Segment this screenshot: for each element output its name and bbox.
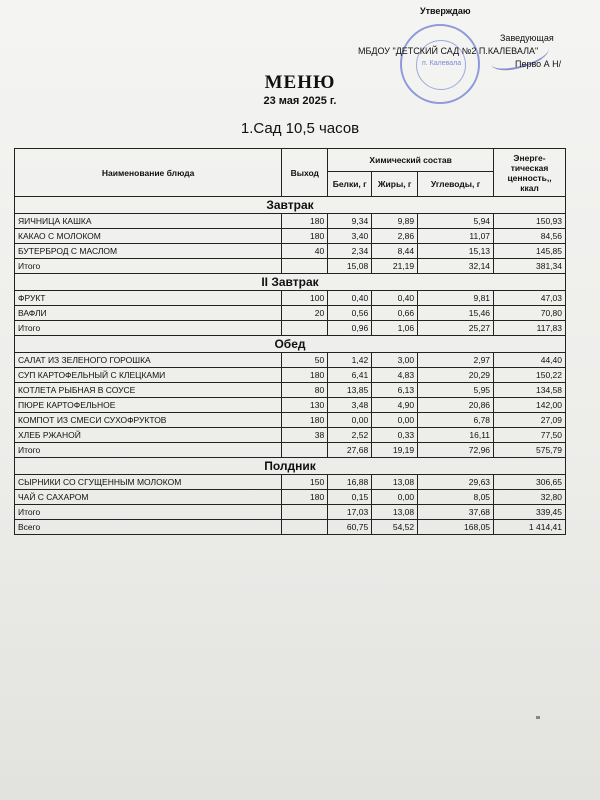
- paper-speck: [536, 716, 540, 719]
- total-fat: 1,06: [372, 321, 418, 336]
- total-label: Итого: [15, 443, 282, 458]
- dish-fat: 9,89: [372, 214, 418, 229]
- total-label: Итого: [15, 505, 282, 520]
- grand-total-output: [282, 520, 328, 535]
- total-protein: 15,08: [328, 259, 372, 274]
- total-carb: 72,96: [418, 443, 494, 458]
- table-row: [15, 214, 566, 229]
- dish-carb: 16,11: [418, 428, 494, 443]
- dish-carb: 20,29: [418, 368, 494, 383]
- total-protein: 27,68: [328, 443, 372, 458]
- dish-carb: 6,78: [418, 413, 494, 428]
- total-label: Итого: [15, 321, 282, 336]
- dish-protein: 0,00: [328, 413, 372, 428]
- total-row: [15, 505, 566, 520]
- total-carb: 37,68: [418, 505, 494, 520]
- dish-fat: 0,66: [372, 306, 418, 321]
- dish-name: СЫРНИКИ СО СГУЩЕННЫМ МОЛОКОМ: [15, 475, 282, 490]
- table-row: [15, 353, 566, 368]
- dish-name: БУТЕРБРОД С МАСЛОМ: [15, 244, 282, 259]
- dish-output: 20: [282, 306, 328, 321]
- table-row: [15, 291, 566, 306]
- total-output: [282, 505, 328, 520]
- total-energy: 381,34: [494, 259, 566, 274]
- dish-protein: 2,52: [328, 428, 372, 443]
- dish-fat: 13,08: [372, 475, 418, 490]
- dish-carb: 5,95: [418, 383, 494, 398]
- table-row: [15, 244, 566, 259]
- dish-energy: 32,80: [494, 490, 566, 505]
- dish-energy: 70,80: [494, 306, 566, 321]
- dish-carb: 15,46: [418, 306, 494, 321]
- dish-output: 100: [282, 291, 328, 306]
- seal-text: п. Калевала: [422, 60, 462, 67]
- total-fat: 13,08: [372, 505, 418, 520]
- dish-protein: 13,85: [328, 383, 372, 398]
- dish-protein: 9,34: [328, 214, 372, 229]
- dish-carb: 11,07: [418, 229, 494, 244]
- dish-output: 180: [282, 229, 328, 244]
- dish-carb: 29,63: [418, 475, 494, 490]
- dish-fat: 2,86: [372, 229, 418, 244]
- total-output: [282, 259, 328, 274]
- section-title: Завтрак: [15, 197, 566, 214]
- total-fat: 21,19: [372, 259, 418, 274]
- col-name-header: Наименование блюда: [15, 149, 282, 197]
- dish-carb: 15,13: [418, 244, 494, 259]
- dish-energy: 150,22: [494, 368, 566, 383]
- total-output: [282, 321, 328, 336]
- table-row: [15, 428, 566, 443]
- col-protein-header: Белки, г: [328, 172, 372, 197]
- dish-output: 40: [282, 244, 328, 259]
- total-energy: 117,83: [494, 321, 566, 336]
- dish-fat: 8,44: [372, 244, 418, 259]
- dish-energy: 145,85: [494, 244, 566, 259]
- col-chem-header: Химический состав: [328, 149, 494, 172]
- head-name: Перво А Н/: [515, 59, 562, 69]
- section-row: [15, 274, 566, 291]
- dish-energy: 84,56: [494, 229, 566, 244]
- section-row: [15, 197, 566, 214]
- dish-carb: 5,94: [418, 214, 494, 229]
- dish-fat: 6,13: [372, 383, 418, 398]
- dish-name: ФРУКТ: [15, 291, 282, 306]
- dish-energy: 47,03: [494, 291, 566, 306]
- table-row: [15, 368, 566, 383]
- dish-energy: 44,40: [494, 353, 566, 368]
- section-title: Полдник: [15, 458, 566, 475]
- table-row: [15, 383, 566, 398]
- dish-protein: 16,88: [328, 475, 372, 490]
- dish-carb: 20,86: [418, 398, 494, 413]
- dish-fat: 0,00: [372, 413, 418, 428]
- dish-output: 150: [282, 475, 328, 490]
- total-row: [15, 321, 566, 336]
- total-label: Итого: [15, 259, 282, 274]
- dish-name: СУП КАРТОФЕЛЬНЫЙ С КЛЕЦКАМИ: [15, 368, 282, 383]
- total-output: [282, 443, 328, 458]
- dish-carb: 9,81: [418, 291, 494, 306]
- grand-total-carb: 168,05: [418, 520, 494, 535]
- dish-output: 180: [282, 413, 328, 428]
- table-row: [15, 413, 566, 428]
- total-row: [15, 259, 566, 274]
- dish-protein: 1,42: [328, 353, 372, 368]
- dish-name: ПЮРЕ КАРТОФЕЛЬНОЕ: [15, 398, 282, 413]
- dish-name: КАКАО С МОЛОКОМ: [15, 229, 282, 244]
- section-row: [15, 336, 566, 353]
- dish-protein: 6,41: [328, 368, 372, 383]
- dish-name: ХЛЕБ РЖАНОЙ: [15, 428, 282, 443]
- dish-name: ЧАЙ С САХАРОМ: [15, 490, 282, 505]
- dish-protein: 3,48: [328, 398, 372, 413]
- dish-energy: 142,00: [494, 398, 566, 413]
- menu-subtitle: 1.Сад 10,5 часов: [240, 120, 360, 137]
- dish-fat: 4,83: [372, 368, 418, 383]
- head-title: Заведующая: [500, 33, 554, 43]
- table-row: [15, 306, 566, 321]
- menu-title: МЕНЮ: [264, 72, 336, 93]
- dish-name: КОТЛЕТА РЫБНАЯ В СОУСЕ: [15, 383, 282, 398]
- org-name: МБДОУ "ДЕТСКИЙ САД №2 П.КАЛЕВАЛА": [358, 46, 539, 56]
- dish-protein: 0,40: [328, 291, 372, 306]
- total-fat: 19,19: [372, 443, 418, 458]
- dish-output: 130: [282, 398, 328, 413]
- dish-energy: 27,09: [494, 413, 566, 428]
- section-title: II Завтрак: [15, 274, 566, 291]
- total-carb: 32,14: [418, 259, 494, 274]
- dish-output: 50: [282, 353, 328, 368]
- dish-output: 180: [282, 368, 328, 383]
- col-energy-header: Энерге-тическая ценность,, ккал: [494, 149, 566, 197]
- grand-total-energy: 1 414,41: [494, 520, 566, 535]
- dish-energy: 306,65: [494, 475, 566, 490]
- dish-name: САЛАТ ИЗ ЗЕЛЕНОГО ГОРОШКА: [15, 353, 282, 368]
- dish-energy: 150,93: [494, 214, 566, 229]
- dish-fat: 0,40: [372, 291, 418, 306]
- dish-fat: 0,33: [372, 428, 418, 443]
- grand-total-protein: 60,75: [328, 520, 372, 535]
- table-row: [15, 398, 566, 413]
- total-protein: 0,96: [328, 321, 372, 336]
- total-row: [15, 443, 566, 458]
- dish-energy: 77,50: [494, 428, 566, 443]
- dish-name: ВАФЛИ: [15, 306, 282, 321]
- menu-body: [15, 197, 566, 535]
- col-carb-header: Углеводы, г: [418, 172, 494, 197]
- menu-date: 23 мая 2025 г.: [263, 95, 337, 107]
- dish-protein: 0,15: [328, 490, 372, 505]
- total-protein: 17,03: [328, 505, 372, 520]
- dish-fat: 4,90: [372, 398, 418, 413]
- section-title: Обед: [15, 336, 566, 353]
- grand-total-label: Всего: [15, 520, 282, 535]
- dish-energy: 134,58: [494, 383, 566, 398]
- dish-fat: 0,00: [372, 490, 418, 505]
- menu-table: [14, 148, 566, 535]
- section-row: [15, 458, 566, 475]
- table-row: [15, 490, 566, 505]
- dish-protein: 3,40: [328, 229, 372, 244]
- total-energy: 339,45: [494, 505, 566, 520]
- dish-output: 180: [282, 214, 328, 229]
- approve-label: Утверждаю: [420, 6, 471, 16]
- dish-carb: 2,97: [418, 353, 494, 368]
- table-row: [15, 475, 566, 490]
- col-fat-header: Жиры, г: [372, 172, 418, 197]
- dish-fat: 3,00: [372, 353, 418, 368]
- grand-total-fat: 54,52: [372, 520, 418, 535]
- col-output-header: Выход: [282, 149, 328, 197]
- dish-name: ЯИЧНИЦА КАШКА: [15, 214, 282, 229]
- dish-output: 180: [282, 490, 328, 505]
- grand-total-row: [15, 520, 566, 535]
- total-carb: 25,27: [418, 321, 494, 336]
- dish-carb: 8,05: [418, 490, 494, 505]
- table-row: [15, 229, 566, 244]
- dish-protein: 2,34: [328, 244, 372, 259]
- total-energy: 575,79: [494, 443, 566, 458]
- dish-output: 80: [282, 383, 328, 398]
- dish-output: 38: [282, 428, 328, 443]
- dish-name: КОМПОТ ИЗ СМЕСИ СУХОФРУКТОВ: [15, 413, 282, 428]
- dish-protein: 0,56: [328, 306, 372, 321]
